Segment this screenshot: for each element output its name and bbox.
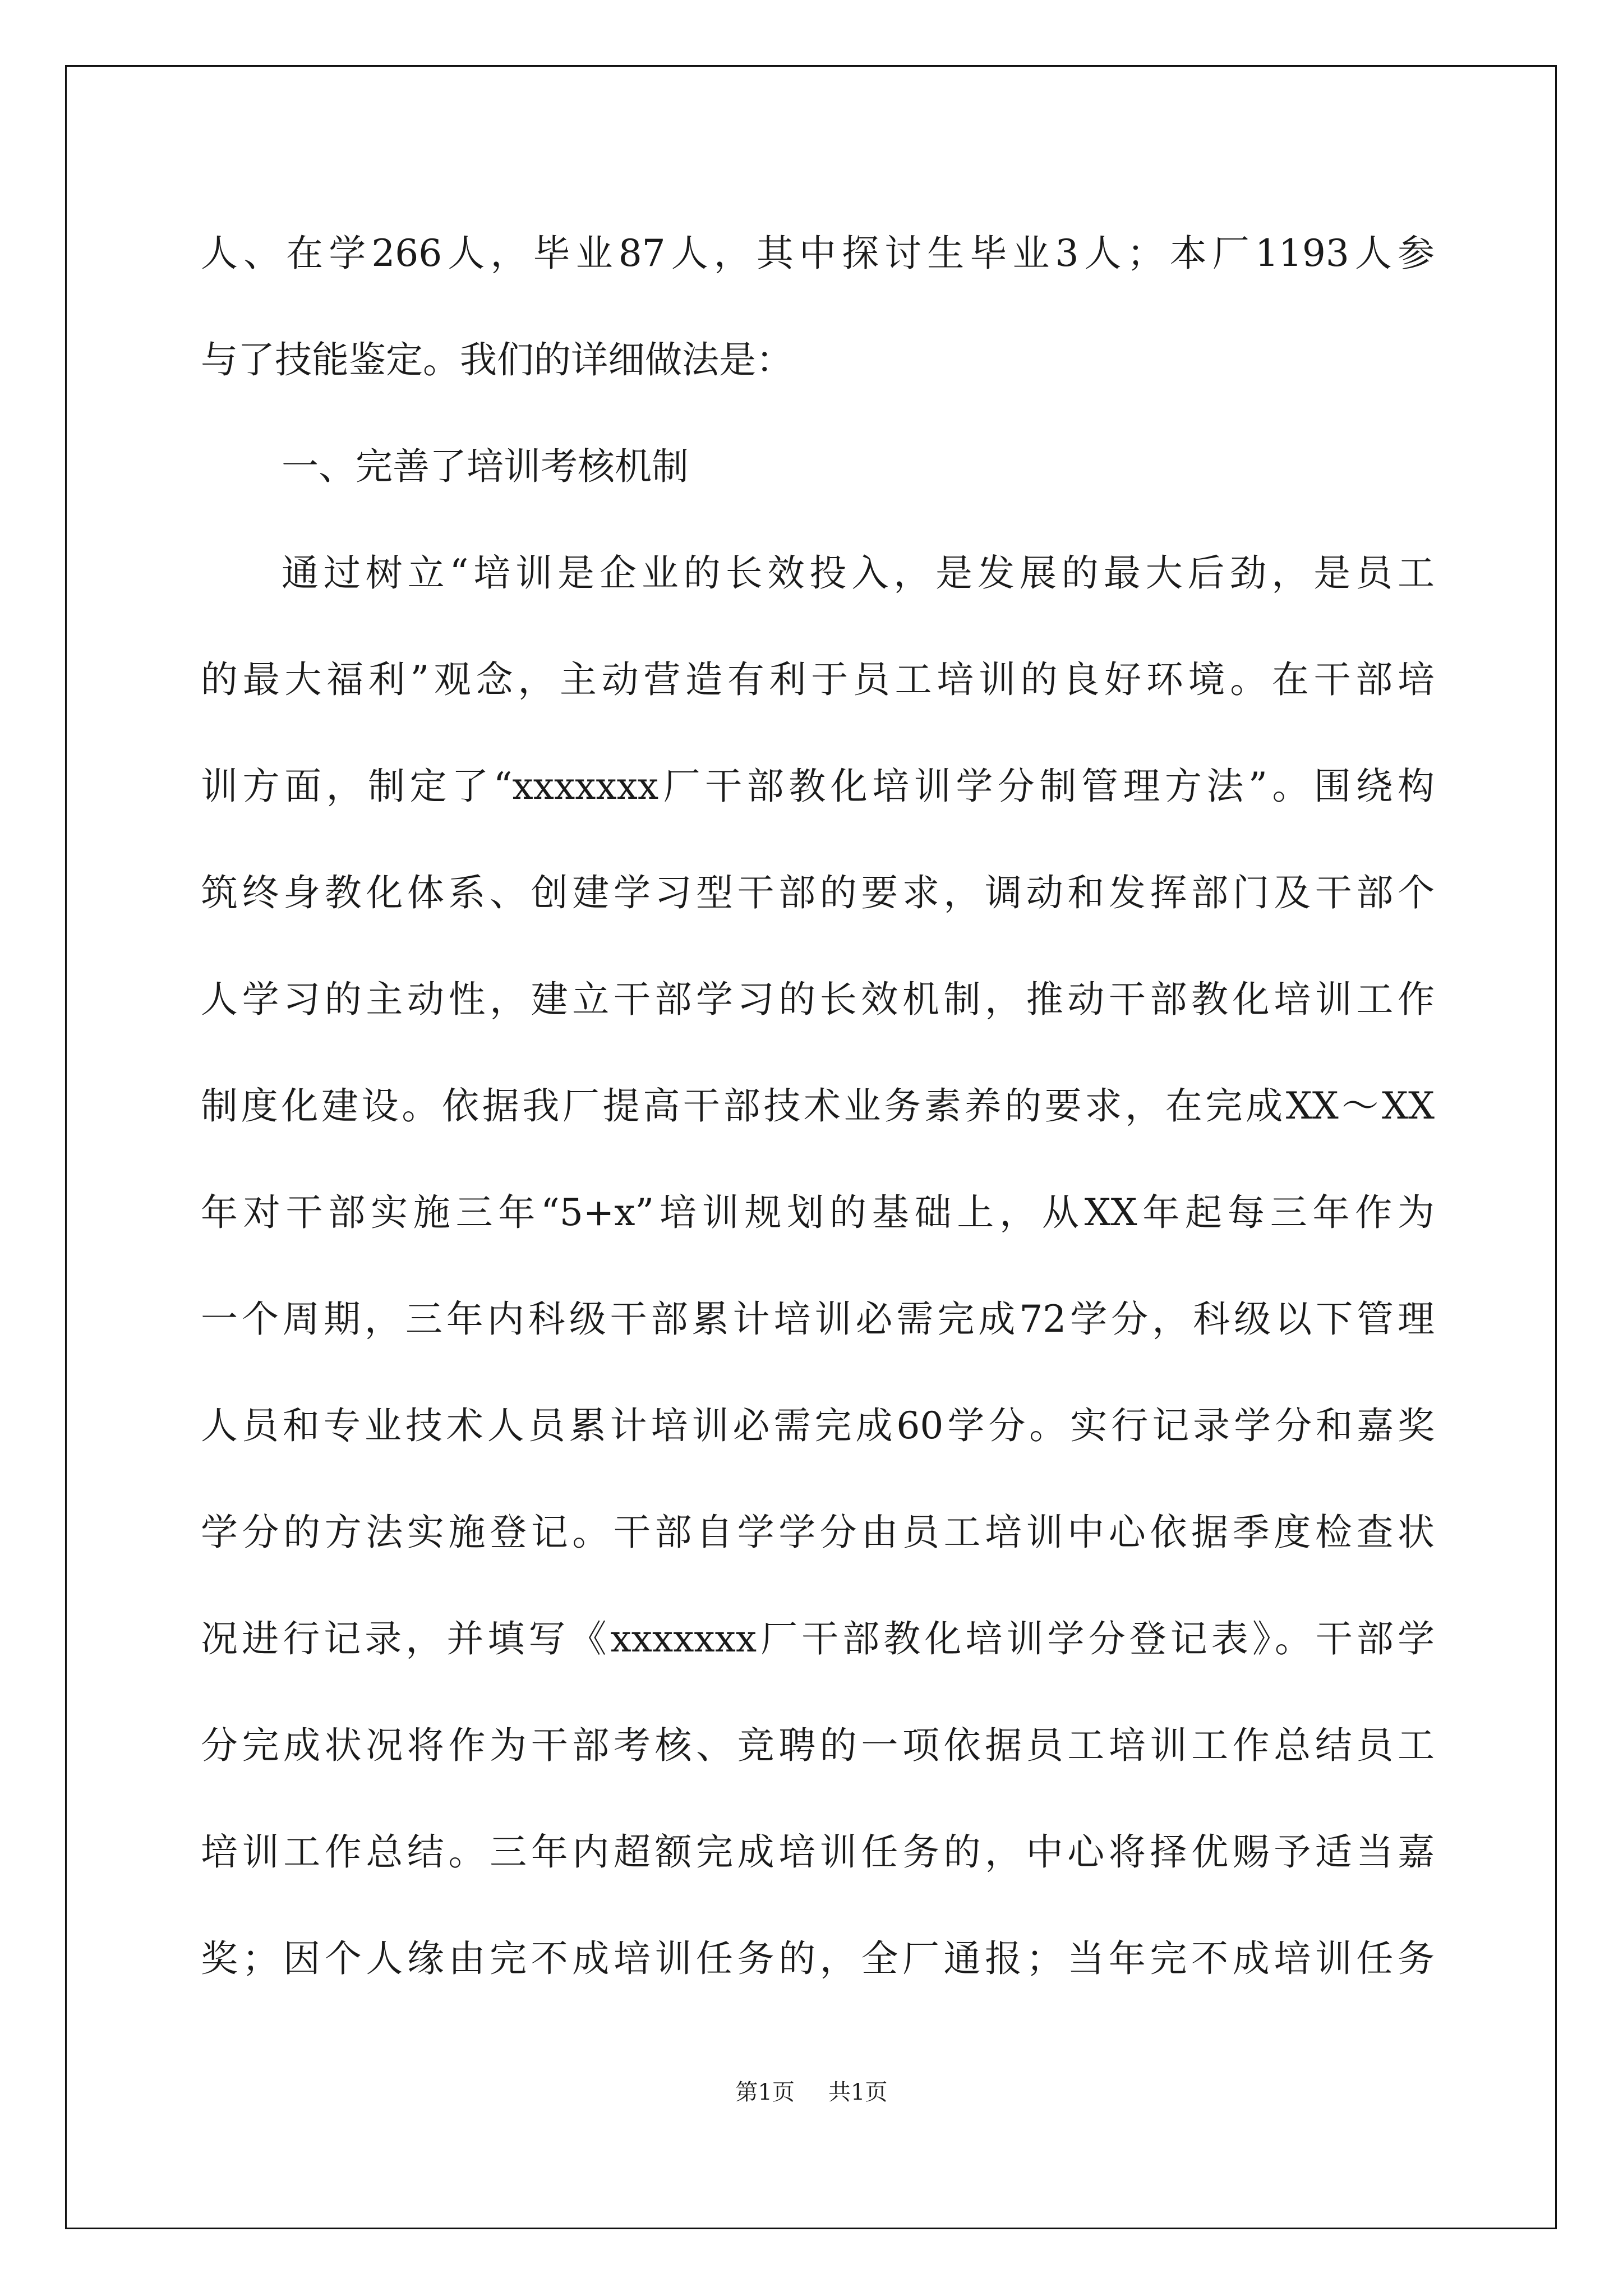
document-body xyxy=(201,226,1435,2037)
body-line: 学分的方法实施登记。干部自学学分由员工培训中心依据季度检查状 xyxy=(201,1511,1435,1554)
body-line: 培训工作总结。三年内超额完成培训任务的，中心将择优赐予适当嘉 xyxy=(201,1830,1435,1874)
body-line: 与了技能鉴定。我们的详细做法是： xyxy=(201,338,793,381)
section-heading: 一、完善了培训考核机制 xyxy=(282,445,689,488)
body-line: 一个周期，三年内科级干部累计培训必需完成72学分，科级以下管理 xyxy=(201,1297,1435,1341)
page-total: 共1页 xyxy=(828,2079,888,2105)
body-line: 奖；因个人缘由完不成培训任务的，全厂通报；当年完不成培训任务 xyxy=(201,1937,1435,1980)
body-line: 训方面，制定了“xxxxxxx厂干部教化培训学分制管理方法”。围绕构 xyxy=(201,765,1435,808)
body-line: 人、在学266人，毕业87人，其中探讨生毕业3人；本厂1193人参 xyxy=(201,232,1435,275)
body-line: 年对干部实施三年“5+x”培训规划的基础上，从XX年起每三年作为 xyxy=(201,1191,1435,1234)
body-line: 制度化建设。依据我厂提高干部技术业务素养的要求，在完成XX～XX xyxy=(201,1084,1435,1128)
body-line: 分完成状况将作为干部考核、竞聘的一项依据员工培训工作总结员工 xyxy=(201,1724,1435,1767)
body-line: 的最大福利”观念，主动营造有利于员工培训的良好环境。在干部培 xyxy=(201,658,1435,701)
body-line: 况进行记录，并填写《xxxxxxx厂干部教化培训学分登记表》。干部学 xyxy=(201,1617,1435,1660)
body-line: 筑终身教化体系、创建学习型干部的要求，调动和发挥部门及干部个 xyxy=(201,871,1435,914)
body-line: 人员和专业技术人员累计培训必需完成60学分。实行记录学分和嘉奖 xyxy=(201,1404,1435,1447)
body-line: 通过树立“培训是企业的长效投入，是发展的最大后劲，是员工 xyxy=(282,551,1435,595)
body-line: 人学习的主动性，建立干部学习的长效机制，推动干部教化培训工作 xyxy=(201,978,1435,1021)
page-footer xyxy=(0,2076,1623,2109)
page-number: 第1页 xyxy=(735,2079,795,2105)
